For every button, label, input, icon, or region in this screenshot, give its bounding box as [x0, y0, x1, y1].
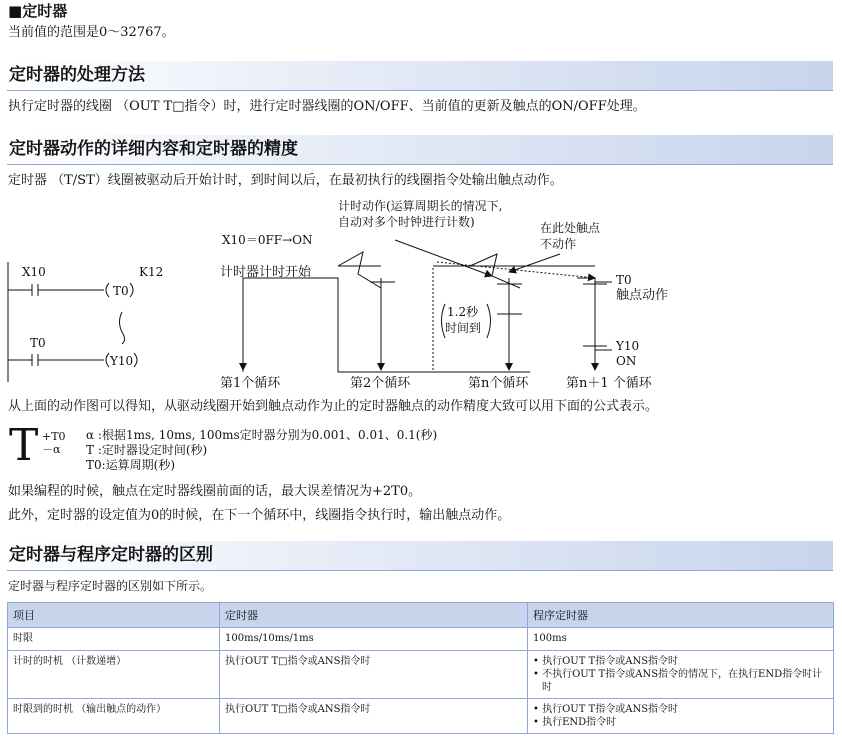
square-marker-icon: ■: [8, 2, 23, 20]
cell-item: 计时的时机 （计数递增）: [8, 651, 220, 699]
cell-timer: 执行OUT T□指令或ANS指令时: [220, 651, 528, 699]
t0-coil-left: [106, 283, 109, 297]
continuation-mark: [120, 312, 125, 344]
formula-plus: +T0: [42, 430, 66, 443]
cycle-1-label: 第1个循环: [220, 376, 281, 391]
program-timer-bullet: • 执行OUT T指令或ANS指令时: [533, 703, 828, 716]
timer-start-label: 计时器计时开始: [220, 265, 312, 280]
header-program-timer: 程序定时器: [528, 603, 834, 628]
formula-symbol: T: [9, 420, 39, 471]
program-timer-value: 100ms: [533, 633, 567, 644]
t0-output-label: T0: [616, 273, 632, 287]
details-body: 定时器 （T/ST）线圈被驱动后开始计时，到时间以后，在最初执行的线圈指令处输出触点动作。: [8, 173, 563, 188]
table-row: [8, 651, 834, 699]
no-action-line2: 不动作: [540, 237, 577, 251]
cell-timer: 100ms/10ms/1ms: [220, 628, 528, 651]
time-up-line2: 时间到: [445, 321, 482, 335]
section-processing-title: 定时器的处理方法: [9, 65, 145, 85]
t0-action-label: 触点动作: [616, 288, 669, 303]
section-details-title: 定时器动作的详细内容和定时器的精度: [9, 139, 298, 159]
cell-program-timer: [528, 628, 834, 651]
section-comparison-title: 定时器与程序定时器的区别: [9, 545, 213, 565]
cycle-n-plus-1-label: 第n＋1 个循环: [566, 376, 652, 391]
timing-waveform: [243, 240, 612, 372]
comparison-table: [7, 602, 834, 734]
header-item: 项目: [8, 603, 220, 628]
x10-waveform: [243, 278, 530, 372]
cycle-2-label: 第2个循环: [350, 376, 411, 391]
timer-count-zigzag-1: [338, 252, 381, 288]
section-comparison-header: [7, 541, 833, 571]
timer-note-line1: 计时动作(运算周期长的情况下,: [338, 199, 503, 213]
y10-on-label: ON: [616, 354, 637, 368]
timer-heading-title: 定时器: [22, 2, 68, 20]
y10-coil-right: [134, 353, 137, 367]
cell-program-timer: [528, 651, 834, 699]
range-text: 当前值的范围是0～32767。: [8, 25, 175, 40]
section-processing-header: [7, 61, 833, 91]
processing-body: 执行定时器的线圈 （OUT T□指令）时，进行定时器线圈的ON/OFF、当前值的更新及触点的ON/OFF处理。: [8, 99, 646, 114]
formula-minus: －α: [42, 443, 61, 456]
formula-desc-t: T :定时器设定时间(秒): [86, 443, 208, 457]
ladder-t0-coil-label: T0: [113, 284, 129, 298]
table-header-row: [8, 603, 834, 628]
program-timer-bullet: • 执行END指令时: [533, 716, 828, 729]
cell-item: 时限到的时机 （输出触点的动作）: [8, 699, 220, 734]
timer-heading: [8, 2, 67, 20]
timer-note-line2: 自动对多个时钟进行计数): [338, 215, 475, 229]
note-max-error: 如果编程的时候，触点在定时器线圈前面的话，最大误差情况为+2T0。: [8, 484, 422, 499]
cell-program-timer: [528, 699, 834, 734]
y10-output-label: Y10: [616, 339, 640, 353]
program-timer-bullet: • 不执行OUT T指令或ANS指令的情况下，在执行END指令时计时: [533, 668, 828, 694]
timing-diagram: [0, 192, 842, 395]
note-zero-setting: 此外，定时器的设定值为0的时候，在下一个循环中，线圈指令执行时，输出触点动作。: [8, 508, 511, 523]
formula-desc-t0: T0:运算周期(秒): [86, 458, 176, 472]
ladder-t0-contact-label: T0: [30, 336, 46, 350]
y10-coil-left: [106, 353, 109, 367]
program-timer-bullet: • 执行OUT T指令或ANS指令时: [533, 655, 828, 668]
table-row: [8, 699, 834, 734]
ladder-x10-label: X10: [22, 265, 46, 279]
ladder-k12-label: K12: [139, 265, 164, 279]
cell-item: 时限: [8, 628, 220, 651]
ladder-y10-coil-label: Y10: [110, 354, 134, 368]
cycle-n-label: 第n个循环: [468, 376, 529, 391]
formula-desc-alpha: α :根据1ms, 10ms, 100ms定时器分别为0.001、0.01、0.1(秒): [86, 428, 438, 442]
header-timer: 定时器: [220, 603, 528, 628]
no-action-line1: 在此处触点: [540, 221, 601, 235]
comparison-body: 定时器与程序定时器的区别如下所示。: [8, 579, 213, 593]
x10-on-label: X10＝0FF→ON: [222, 233, 313, 247]
cell-timer: 执行OUT T□指令或ANS指令时: [220, 699, 528, 734]
t0-coil-right: [130, 283, 133, 297]
time-up-line1: 1.2秒: [447, 305, 479, 319]
section-details-header: [7, 135, 833, 165]
after-diagram-text: 从上面的动作图可以得知，从驱动线圈开始到触点动作为止的定时器触点的动作精度大致可以用下面的公式表示。: [8, 399, 659, 414]
table-row: [8, 628, 834, 651]
